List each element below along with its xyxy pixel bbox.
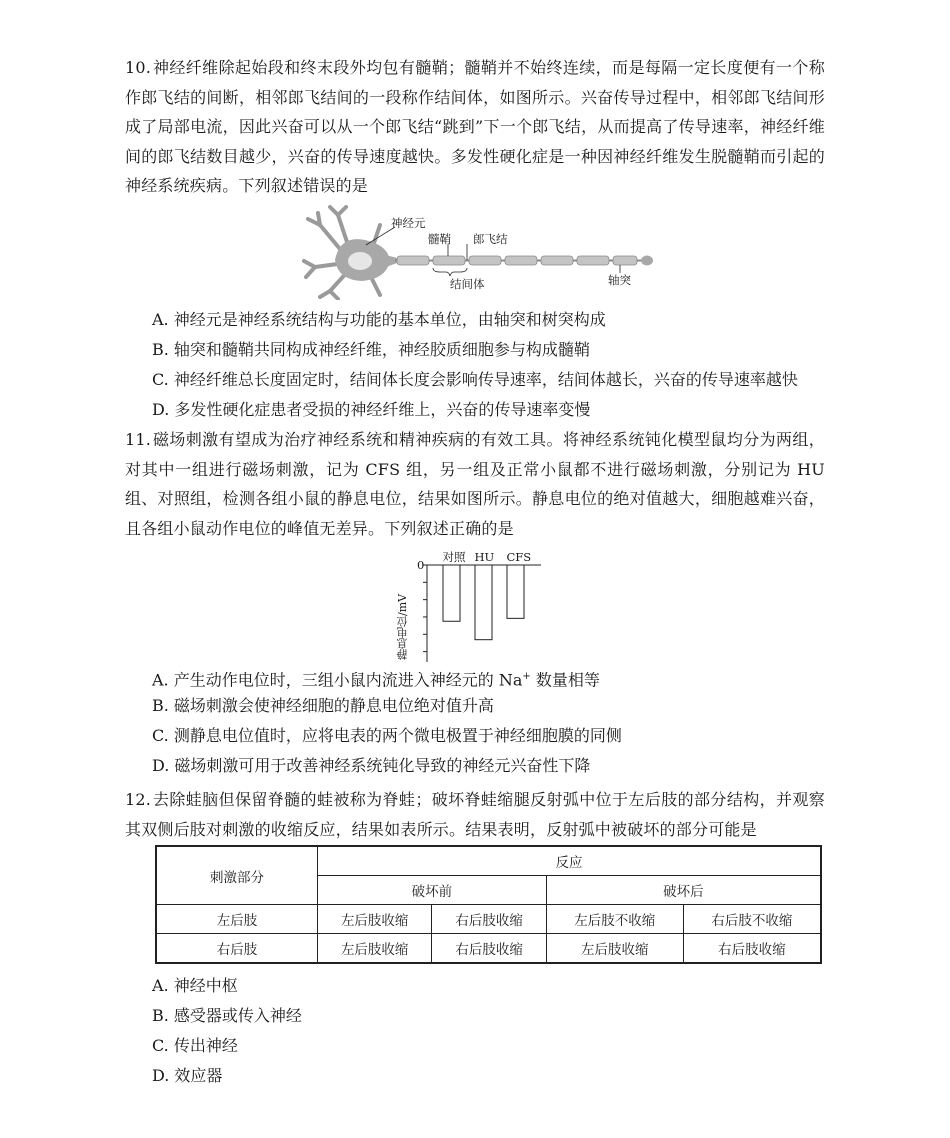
q11-option-b: B. 磁场刺激会使神经细胞的静息电位绝对值升高 [152,696,494,715]
category-label-hu: HU [474,550,495,564]
category-label-cfs: CFS [506,550,532,564]
y-tick-zero: 0 [417,558,425,572]
q12-option-c: C. 传出神经 [152,1036,238,1055]
q12-number: 12. [125,790,152,809]
q12-stem-text: 去除蛙脑但保留脊髓的蛙被称为脊蛙；破坏脊蛙缩腿反射弧中位于左后肢的部分结构，并观察其双侧后肢对刺激的收缩反应，结果如表所示。结果表明，反射弧中被破坏的部分可能是 [125,790,825,839]
neuron-figure [300,205,660,300]
table-cell: 右后肢收缩 [683,934,821,964]
table-row [156,934,821,964]
header-before: 破坏前 [318,876,547,905]
q11-number: 11. [125,430,152,449]
q11-option-d: D. 磁场刺激可用于改善神经系统钝化导致的神经元兴奋性下降 [152,756,591,775]
q11-option-a-superscript: + [522,671,531,682]
table-cell: 左后肢收缩 [546,934,683,964]
label-internode: 结间体 [450,277,485,291]
table-cell: 右后肢收缩 [432,934,546,964]
q10-number: 10. [125,58,152,77]
q12-option-b: B. 感受器或传入神经 [152,1006,302,1025]
table-cell: 左后肢不收缩 [546,905,683,934]
label-node: 郎飞结 [473,232,508,246]
table-row [156,905,821,934]
table-cell: 右后肢收缩 [432,905,546,934]
q10-stem-text: 神经纤维除起始段和终末段外均包有髓鞘；髓鞘并不始终连续，而是每隔一定长度便有一个称作郎飞结的间断，相邻郎飞结间的一段称作结间体，如图所示。兴奋传导过程中，相邻郎飞结间形成了局部电流，因此兴奋可以从一个郎飞结“跳到”下一个郎飞结，从而提高了传导速率，神经纤维间的郎飞结数目越少，兴奋的传导速度越快。多发性硬化症是一种因神经纤维发生脱髓鞘而引起的神经系统疾病。下列叙述错误的是 [125,58,825,195]
header-response: 反应 [318,846,822,876]
q12-option-a: A. 神经中枢 [152,976,238,995]
q12-stem [125,785,825,844]
q10-option-c: C. 神经纤维总长度固定时，结间体长度会影响传导速率，结间体越长，兴奋的传导速率越快 [152,370,798,389]
q11-stem-text: 磁场刺激有望成为治疗神经系统和精神疾病的有效工具。将神经系统钝化模型鼠均分为两组，对其中一组进行磁场刺激，记为 CFS 组，另一组及正常小鼠都不进行磁场刺激，分别记为 HU 组、对照组，检测各组小鼠的静息电位，结果如图所示。静息电位的绝对值越大，细胞越难兴奋，且各组小鼠动作电位的峰值无差异。下列叙述正确的是 [125,430,825,538]
bar-2 [507,565,524,618]
bar-0 [443,565,460,621]
table-header-row [156,846,821,876]
q11-option-a-tail: 数量相等 [530,670,600,690]
q10-option-a: A. 神经元是神经系统结构与功能的基本单位，由轴突和树突构成 [152,310,606,329]
q11-stem [125,425,825,543]
table-cell: 左后肢收缩 [318,905,432,934]
q11-option-c: C. 测静息电位值时，应将电表的两个微电极置于神经细胞膜的同侧 [152,726,622,745]
resting-potential-chart [395,548,555,663]
q11-option-a-text: A. 产生动作电位时，三组小鼠内流进入神经元的 Na [152,670,523,690]
q10-stem [125,53,825,201]
y-axis-label: 静息电位/mV [396,593,409,660]
header-stimulus: 刺激部分 [156,846,318,905]
table-cell: 右后肢 [156,934,318,964]
q11-option-a [152,665,600,692]
q10-option-b: B. 轴突和髓鞘共同构成神经纤维，神经胶质细胞参与构成髓鞘 [152,340,590,359]
header-after: 破坏后 [546,876,821,905]
bar-1 [475,565,492,640]
label-myelin: 髓鞘 [428,232,451,246]
results-table [155,845,822,964]
label-neuron: 神经元 [391,216,426,230]
q12-option-d: D. 效应器 [152,1066,223,1085]
label-axon: 轴突 [608,273,631,287]
category-label-control: 对照 [442,550,466,564]
q10-option-d: D. 多发性硬化症患者受损的神经纤维上，兴奋的传导速率变慢 [152,400,591,419]
table-cell: 左后肢收缩 [318,934,432,964]
table-cell: 右后肢不收缩 [683,905,821,934]
table-cell: 左后肢 [156,905,318,934]
